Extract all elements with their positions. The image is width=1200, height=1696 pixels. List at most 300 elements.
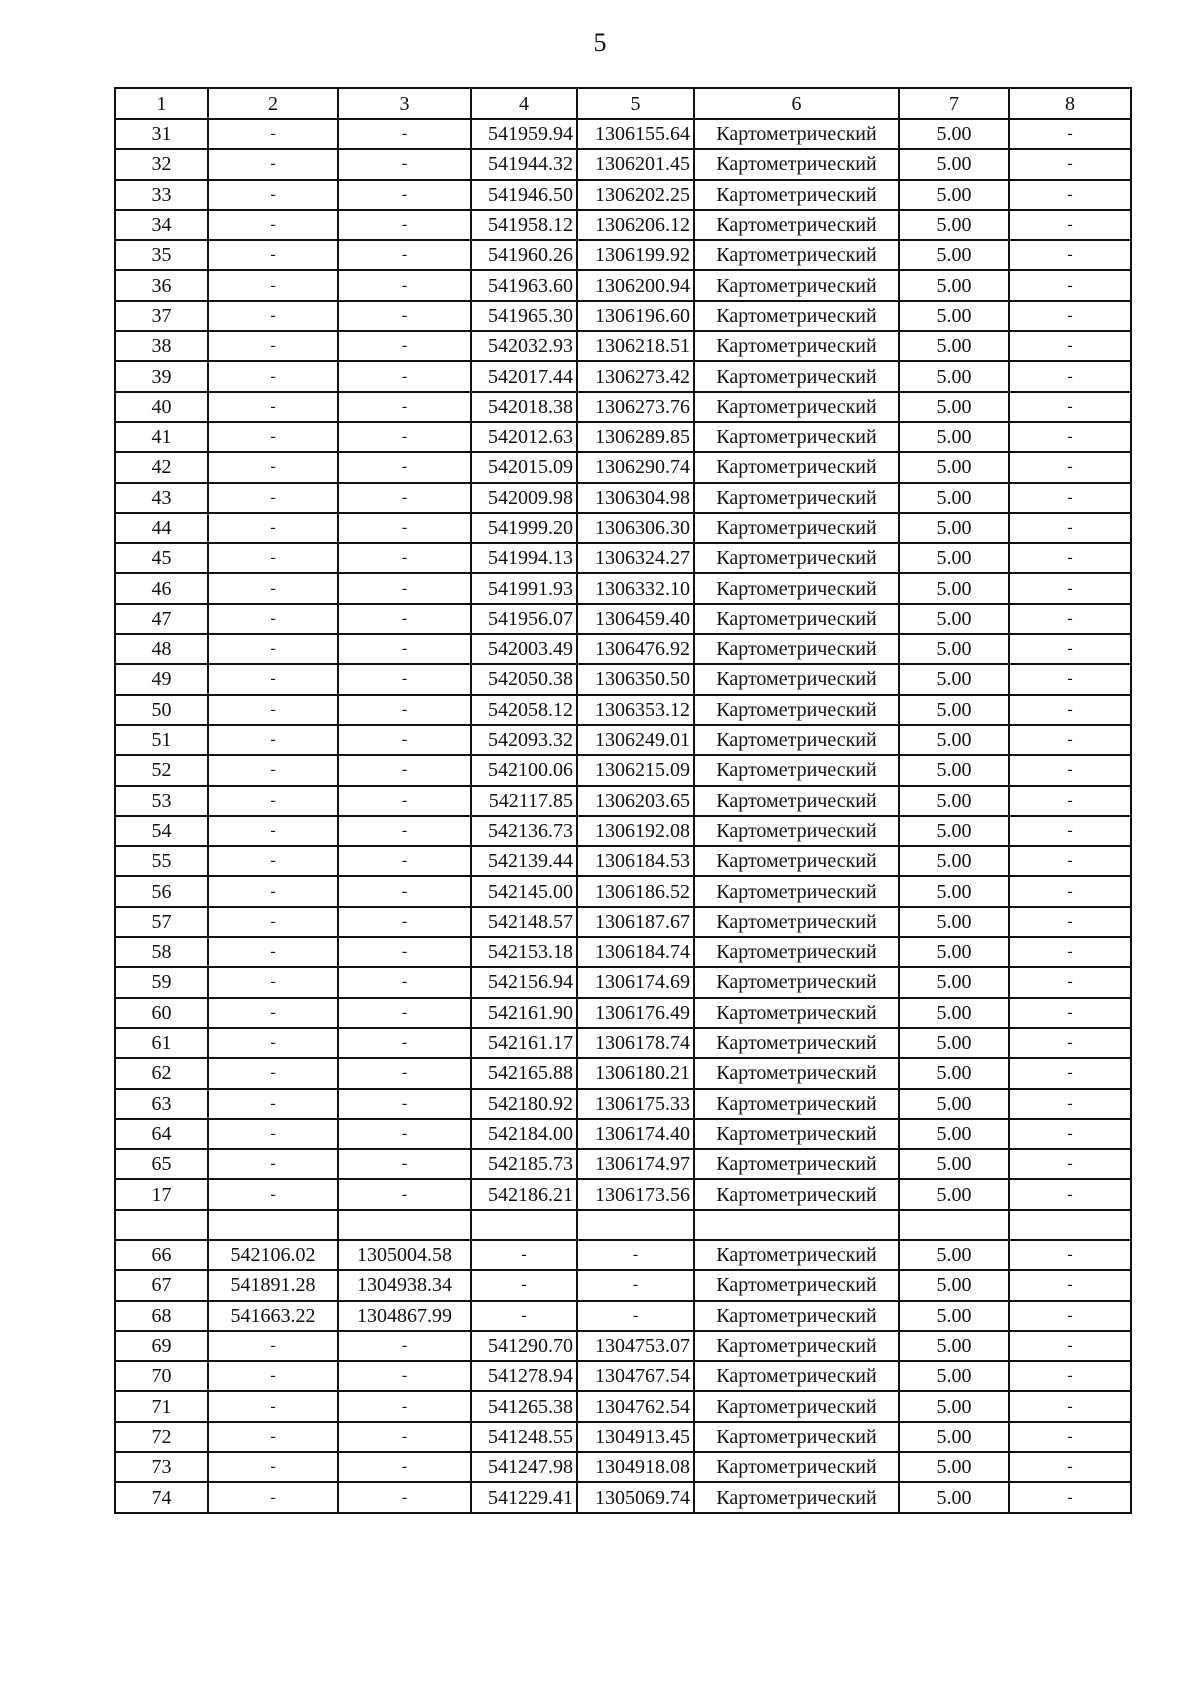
table-cell <box>338 1210 471 1240</box>
table-cell: Картометрический <box>694 967 899 997</box>
table-cell: 64 <box>115 1119 208 1149</box>
table-cell: - <box>338 1452 471 1482</box>
table-cell: - <box>1009 725 1131 755</box>
table-cell <box>1009 1210 1131 1240</box>
table-cell: 541944.32 <box>471 149 577 179</box>
table-header <box>115 88 1131 119</box>
table-cell: - <box>1009 573 1131 603</box>
table-cell: - <box>338 392 471 422</box>
table-cell: 5.00 <box>899 1058 1009 1088</box>
table-cell: - <box>338 604 471 634</box>
table-cell: - <box>338 998 471 1028</box>
table-cell: - <box>338 1331 471 1361</box>
table-cell: Картометрический <box>694 331 899 361</box>
table-cell: 1306324.27 <box>577 543 694 573</box>
table-cell: 1306290.74 <box>577 452 694 482</box>
table-cell: 58 <box>115 937 208 967</box>
table-cell: 5.00 <box>899 755 1009 785</box>
table-cell: 1306176.49 <box>577 998 694 1028</box>
table-cell: - <box>338 361 471 391</box>
table-row <box>115 1149 1131 1179</box>
table-cell: 1306202.25 <box>577 180 694 210</box>
table-row <box>115 907 1131 937</box>
table-cell: - <box>208 786 338 816</box>
table-row <box>115 755 1131 785</box>
table-cell: 1306178.74 <box>577 1028 694 1058</box>
table-cell: 54 <box>115 816 208 846</box>
table-cell: - <box>1009 301 1131 331</box>
table-cell: 542186.21 <box>471 1179 577 1209</box>
table-cell: - <box>338 180 471 210</box>
table-row <box>115 1301 1131 1331</box>
table-cell: - <box>1009 119 1131 149</box>
table-cell: - <box>208 422 338 452</box>
table-cell: 1306175.33 <box>577 1089 694 1119</box>
table-cell: - <box>338 1422 471 1452</box>
table-row <box>115 816 1131 846</box>
table-row <box>115 604 1131 634</box>
table-cell: - <box>208 695 338 725</box>
table-cell: 541991.93 <box>471 573 577 603</box>
table-cell: 5.00 <box>899 422 1009 452</box>
table-cell: 541963.60 <box>471 270 577 300</box>
table-row <box>115 1452 1131 1482</box>
table-cell: - <box>1009 1270 1131 1300</box>
table-cell: 55 <box>115 846 208 876</box>
table-cell: 5.00 <box>899 664 1009 694</box>
table-cell: Картометрический <box>694 664 899 694</box>
table-cell: 5.00 <box>899 1270 1009 1300</box>
table-cell: 542184.00 <box>471 1119 577 1149</box>
table-cell: 57 <box>115 907 208 937</box>
table-row <box>115 543 1131 573</box>
table-cell: 1306353.12 <box>577 695 694 725</box>
table-cell: - <box>208 1331 338 1361</box>
table-cell: 1306184.53 <box>577 846 694 876</box>
table-cell: Картометрический <box>694 998 899 1028</box>
table-row <box>115 422 1131 452</box>
table-cell: - <box>1009 1089 1131 1119</box>
table-cell: 5.00 <box>899 846 1009 876</box>
column-header: 2 <box>208 88 338 119</box>
table-row <box>115 270 1131 300</box>
table-cell: 1306196.60 <box>577 301 694 331</box>
table-cell: 542145.00 <box>471 876 577 906</box>
table-cell: - <box>1009 210 1131 240</box>
table-cell: - <box>338 573 471 603</box>
table-cell: 541248.55 <box>471 1422 577 1452</box>
table-cell: Картометрический <box>694 604 899 634</box>
table-cell: 5.00 <box>899 725 1009 755</box>
table-cell: - <box>1009 1179 1131 1209</box>
table-cell: 5.00 <box>899 1482 1009 1512</box>
table-cell: - <box>1009 604 1131 634</box>
table-cell: - <box>208 998 338 1028</box>
table-row <box>115 725 1131 755</box>
table-row <box>115 573 1131 603</box>
table-cell: 5.00 <box>899 513 1009 543</box>
table-cell: 5.00 <box>899 1179 1009 1209</box>
table-cell: 542050.38 <box>471 664 577 694</box>
table-cell: Картометрический <box>694 149 899 179</box>
table-row <box>115 210 1131 240</box>
table-cell: - <box>1009 452 1131 482</box>
table-cell: 48 <box>115 634 208 664</box>
table-cell: - <box>1009 1422 1131 1452</box>
table-cell: 32 <box>115 149 208 179</box>
table-cell: 5.00 <box>899 543 1009 573</box>
table-cell: 1306332.10 <box>577 573 694 603</box>
table-cell: 1304753.07 <box>577 1331 694 1361</box>
table-row <box>115 392 1131 422</box>
table-cell: 5.00 <box>899 786 1009 816</box>
table-cell: - <box>1009 786 1131 816</box>
table-cell: 541994.13 <box>471 543 577 573</box>
table-cell: 5.00 <box>899 1452 1009 1482</box>
table-cell: 542180.92 <box>471 1089 577 1119</box>
table-cell: - <box>338 149 471 179</box>
table-cell: - <box>1009 846 1131 876</box>
table-cell: 5.00 <box>899 452 1009 482</box>
table-cell: - <box>1009 1391 1131 1421</box>
table-cell: 5.00 <box>899 119 1009 149</box>
table-cell: - <box>338 240 471 270</box>
table-cell: 5.00 <box>899 1119 1009 1149</box>
table-cell: - <box>338 452 471 482</box>
table-cell: 5.00 <box>899 392 1009 422</box>
table-cell: 73 <box>115 1452 208 1482</box>
table-cell: - <box>208 907 338 937</box>
table-cell: 1306476.92 <box>577 634 694 664</box>
table-cell: 71 <box>115 1391 208 1421</box>
table-cell: Картометрический <box>694 695 899 725</box>
table-row <box>115 1391 1131 1421</box>
table-cell: - <box>208 1482 338 1512</box>
table-cell: 542017.44 <box>471 361 577 391</box>
table-cell: - <box>208 1119 338 1149</box>
table-cell: - <box>208 755 338 785</box>
table-cell: - <box>208 452 338 482</box>
table-cell: - <box>338 967 471 997</box>
table-cell: - <box>208 361 338 391</box>
table-cell: - <box>1009 876 1131 906</box>
table-cell: 542161.90 <box>471 998 577 1028</box>
table-row <box>115 937 1131 967</box>
table-cell: 46 <box>115 573 208 603</box>
table-cell: 5.00 <box>899 816 1009 846</box>
table-cell: 5.00 <box>899 1391 1009 1421</box>
table-cell: 5.00 <box>899 483 1009 513</box>
table-cell: - <box>208 240 338 270</box>
table-cell: 541958.12 <box>471 210 577 240</box>
table-cell: - <box>338 1361 471 1391</box>
table-cell: 1306174.40 <box>577 1119 694 1149</box>
table-cell: 33 <box>115 180 208 210</box>
table-cell: - <box>338 210 471 240</box>
table-row <box>115 967 1131 997</box>
table-cell: 542165.88 <box>471 1058 577 1088</box>
table-cell: - <box>208 1361 338 1391</box>
table-cell: 65 <box>115 1149 208 1179</box>
table-cell: 47 <box>115 604 208 634</box>
table-cell: 542032.93 <box>471 331 577 361</box>
table-cell: - <box>338 1179 471 1209</box>
table-cell: - <box>1009 1452 1131 1482</box>
table-cell: - <box>1009 1361 1131 1391</box>
table-cell: - <box>208 967 338 997</box>
table-cell: Картометрический <box>694 725 899 755</box>
table-cell: 72 <box>115 1422 208 1452</box>
table-cell: - <box>208 876 338 906</box>
table-cell: 44 <box>115 513 208 543</box>
table-cell: Картометрический <box>694 1089 899 1119</box>
table-cell: - <box>338 1058 471 1088</box>
table-cell: 541999.20 <box>471 513 577 543</box>
table-cell: - <box>338 1089 471 1119</box>
table-cell: 1306187.67 <box>577 907 694 937</box>
table-cell: - <box>1009 1482 1131 1512</box>
table-cell: 542136.73 <box>471 816 577 846</box>
page-number: 5 <box>593 28 607 57</box>
column-header: 7 <box>899 88 1009 119</box>
table-cell: - <box>1009 149 1131 179</box>
table-cell: 1306174.97 <box>577 1149 694 1179</box>
table-cell: 1306218.51 <box>577 331 694 361</box>
table-row <box>115 1058 1131 1088</box>
table-cell: 1306201.45 <box>577 149 694 179</box>
table-cell: 67 <box>115 1270 208 1300</box>
table-cell: 541265.38 <box>471 1391 577 1421</box>
table-cell: - <box>338 422 471 452</box>
table-cell: 542009.98 <box>471 483 577 513</box>
table-cell: - <box>1009 240 1131 270</box>
table-cell: 5.00 <box>899 1149 1009 1179</box>
table-cell: - <box>1009 1149 1131 1179</box>
table-cell: Картометрический <box>694 270 899 300</box>
table-cell: 5.00 <box>899 1240 1009 1270</box>
table-cell: Картометрический <box>694 1482 899 1512</box>
table-cell: 541663.22 <box>208 1301 338 1331</box>
table-cell: 5.00 <box>899 1422 1009 1452</box>
table-cell: Картометрический <box>694 846 899 876</box>
table-cell: 1306173.56 <box>577 1179 694 1209</box>
table-cell: - <box>208 513 338 543</box>
table-cell: 1306306.30 <box>577 513 694 543</box>
table-cell: 541290.70 <box>471 1331 577 1361</box>
table-cell: 1306459.40 <box>577 604 694 634</box>
table-cell: 31 <box>115 119 208 149</box>
table-cell: 541960.26 <box>471 240 577 270</box>
table-cell: - <box>338 725 471 755</box>
table-row <box>115 240 1131 270</box>
table-cell: - <box>208 1452 338 1482</box>
table-body <box>115 119 1131 1513</box>
table-cell: - <box>338 876 471 906</box>
table-cell: 1304938.34 <box>338 1270 471 1300</box>
table-cell: Картометрический <box>694 1422 899 1452</box>
table-cell: 1306184.74 <box>577 937 694 967</box>
table-row <box>115 1270 1131 1300</box>
table-cell: 542015.09 <box>471 452 577 482</box>
table-cell: 5.00 <box>899 270 1009 300</box>
table-cell: - <box>338 543 471 573</box>
table-cell: - <box>208 1089 338 1119</box>
table-cell: - <box>338 1028 471 1058</box>
table-cell: - <box>338 634 471 664</box>
table-cell: - <box>471 1240 577 1270</box>
table-cell: - <box>1009 483 1131 513</box>
table-cell: - <box>338 755 471 785</box>
table-cell: Картометрический <box>694 1301 899 1331</box>
table-cell: - <box>208 180 338 210</box>
table-cell: 5.00 <box>899 695 1009 725</box>
table-cell: 5.00 <box>899 573 1009 603</box>
table-cell: - <box>208 664 338 694</box>
table-cell: 51 <box>115 725 208 755</box>
table-cell: Картометрический <box>694 119 899 149</box>
table-cell: 40 <box>115 392 208 422</box>
table-cell: 5.00 <box>899 1028 1009 1058</box>
table-cell: Картометрический <box>694 422 899 452</box>
table-cell: 5.00 <box>899 149 1009 179</box>
table-cell: - <box>338 1391 471 1421</box>
table-cell: - <box>1009 937 1131 967</box>
table-cell: Картометрический <box>694 937 899 967</box>
table-cell: 1306180.21 <box>577 1058 694 1088</box>
table-cell: Картометрический <box>694 876 899 906</box>
table-cell: - <box>471 1270 577 1300</box>
table-cell: 1304762.54 <box>577 1391 694 1421</box>
table-cell: 542185.73 <box>471 1149 577 1179</box>
table-cell: - <box>1009 270 1131 300</box>
table-cell: Картометрический <box>694 483 899 513</box>
table-row <box>115 876 1131 906</box>
table-cell: 61 <box>115 1028 208 1058</box>
table-cell: 50 <box>115 695 208 725</box>
table-cell: Картометрический <box>694 543 899 573</box>
table-row <box>115 695 1131 725</box>
table-cell: 1306289.85 <box>577 422 694 452</box>
table-cell: - <box>1009 967 1131 997</box>
table-row <box>115 786 1131 816</box>
table-cell: Картометрический <box>694 907 899 937</box>
table-cell: 1304918.08 <box>577 1452 694 1482</box>
table-cell: - <box>338 513 471 543</box>
table-cell: - <box>1009 816 1131 846</box>
table-cell: - <box>208 1028 338 1058</box>
table-cell: 5.00 <box>899 240 1009 270</box>
table-cell: 541946.50 <box>471 180 577 210</box>
table-cell: - <box>1009 1058 1131 1088</box>
table-cell: 5.00 <box>899 180 1009 210</box>
table-cell: - <box>208 1058 338 1088</box>
table-cell: 542018.38 <box>471 392 577 422</box>
table-cell: 66 <box>115 1240 208 1270</box>
table-cell: Картометрический <box>694 1149 899 1179</box>
table-cell: 1306174.69 <box>577 967 694 997</box>
table-cell: 74 <box>115 1482 208 1512</box>
table-cell: 541959.94 <box>471 119 577 149</box>
table-cell: 17 <box>115 1179 208 1209</box>
coordinates-table <box>114 87 1132 1514</box>
table-cell: - <box>1009 1301 1131 1331</box>
table-row <box>115 513 1131 543</box>
table-cell: - <box>208 604 338 634</box>
table-cell: 63 <box>115 1089 208 1119</box>
table-cell: Картометрический <box>694 180 899 210</box>
table-row <box>115 634 1131 664</box>
table-cell: - <box>208 846 338 876</box>
table-cell: - <box>1009 664 1131 694</box>
table-cell: 5.00 <box>899 876 1009 906</box>
table-row <box>115 846 1131 876</box>
table-cell: Картометрический <box>694 573 899 603</box>
table-cell: 5.00 <box>899 301 1009 331</box>
table-cell: - <box>577 1240 694 1270</box>
table-cell: 62 <box>115 1058 208 1088</box>
table-cell: Картометрический <box>694 1270 899 1300</box>
table-cell: 69 <box>115 1331 208 1361</box>
table-cell: - <box>577 1301 694 1331</box>
table-cell: - <box>208 270 338 300</box>
table-row <box>115 301 1131 331</box>
table-cell: Картометрический <box>694 1452 899 1482</box>
table-cell: - <box>208 573 338 603</box>
table-cell: 5.00 <box>899 634 1009 664</box>
table-cell: 5.00 <box>899 1301 1009 1331</box>
column-header: 1 <box>115 88 208 119</box>
table-cell: 5.00 <box>899 331 1009 361</box>
column-header: 8 <box>1009 88 1131 119</box>
table-cell: - <box>338 270 471 300</box>
table-cell: Картометрический <box>694 634 899 664</box>
table-cell: Картометрический <box>694 210 899 240</box>
table-cell: - <box>338 816 471 846</box>
table-cell: 5.00 <box>899 1361 1009 1391</box>
table-cell: 68 <box>115 1301 208 1331</box>
table-cell: Картометрический <box>694 1361 899 1391</box>
table-cell: - <box>338 786 471 816</box>
table-cell: 542161.17 <box>471 1028 577 1058</box>
table-cell: 1306350.50 <box>577 664 694 694</box>
table-row <box>115 1422 1131 1452</box>
table-cell: - <box>1009 361 1131 391</box>
table-cell: 39 <box>115 361 208 391</box>
table-row <box>115 1028 1131 1058</box>
table-row <box>115 361 1131 391</box>
table-cell <box>577 1210 694 1240</box>
table-cell: - <box>338 331 471 361</box>
table-cell: 1306199.92 <box>577 240 694 270</box>
table-cell: - <box>1009 513 1131 543</box>
table-row <box>115 452 1131 482</box>
table-cell: 542153.18 <box>471 937 577 967</box>
table-row <box>115 1331 1131 1361</box>
table-row <box>115 119 1131 149</box>
table-cell: Картометрический <box>694 301 899 331</box>
table-cell <box>694 1210 899 1240</box>
table-cell: 52 <box>115 755 208 785</box>
table-cell: 541229.41 <box>471 1482 577 1512</box>
table-cell: - <box>338 483 471 513</box>
table-cell: Картометрический <box>694 1240 899 1270</box>
table-cell: 42 <box>115 452 208 482</box>
table-cell <box>471 1210 577 1240</box>
table-cell: Картометрический <box>694 513 899 543</box>
table-cell: 1306200.94 <box>577 270 694 300</box>
table-cell: Картометрический <box>694 240 899 270</box>
table-cell: - <box>1009 1119 1131 1149</box>
